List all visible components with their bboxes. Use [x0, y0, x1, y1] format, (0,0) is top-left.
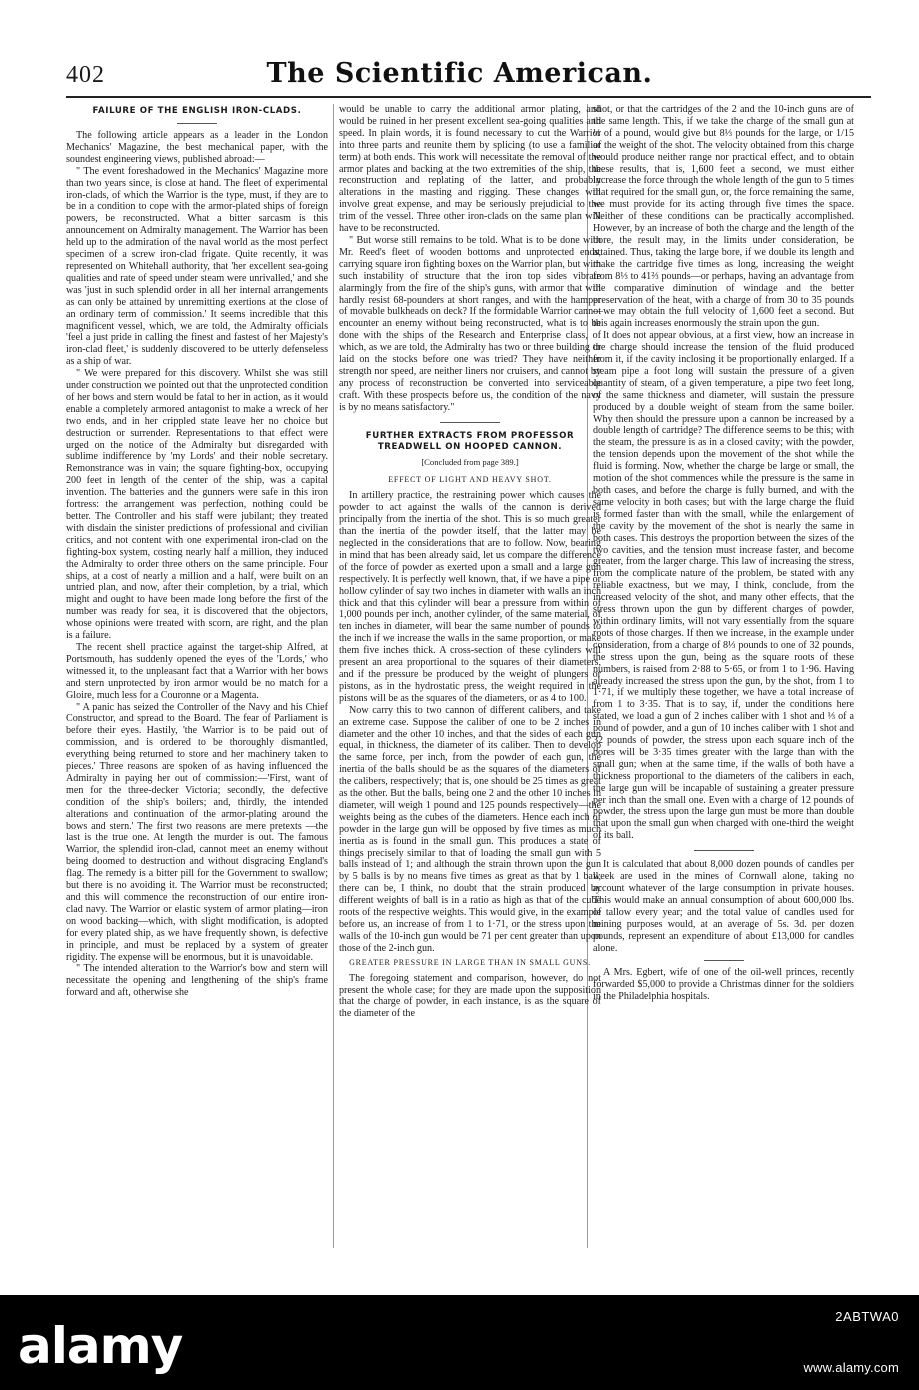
- paragraph: " But worse still remains to be told. What is to be done with Mr. Reed's fleet of wooden bottoms and unprotected ends, carrying square iron fighting boxes on the Warrior plan, but with such instability of structure that the iron top sides vibrate alarmingly from the fire of the ship's guns, with armor that will hardly resist 68-pounders at short ranges, and with the hamper of movable bulkheads on deck? If the formidable Warrior cannot encounter an enemy without being reconstructed, what is to be done with the ships of the Research and Enterprise class, of which, as we are told, the Admiralty has two or three building or laid on the stocks before one was tried? They have neither strength nor speed, are neither liners nor cruisers, and cannot by any process of reconstruction be converted into serviceable craft. With these prospects before us, the condition of the navy is by no means satisfactory.": [339, 234, 601, 413]
- watermark-url: www.alamy.com: [803, 1360, 899, 1375]
- paragraph: The foregoing statement and comparison, however, do not present the whole case; for they are made upon the supposition that the charge of powder, in each instance, is as the square of the diameter of the: [339, 972, 601, 1020]
- masthead: The Scientific American.: [266, 58, 653, 89]
- paragraph: would be unable to carry the additional armor plating, and would be ruined in her present excellent sea-going qualities and speed. In plain words, it is found necessary to cut the Warrior into three parts and reunite them by splicing (to use a familiar term) at both ends. This work will necessitate the removal of the armor plates and backing at the two extremities of the ship, the reconstruction and replating of the latter, and probably alterations in the masting and rigging. These changes will involve great expense, and may be seriously prejudicial to the trim of the vessel. Three other iron-clads on the same plan will have to be reconstructed.: [339, 104, 601, 235]
- article-title-ironclads: FAILURE OF THE ENGLISH IRON-CLADS.: [92, 106, 302, 116]
- article-separator: [440, 422, 500, 423]
- column-divider: [333, 104, 334, 1248]
- page-number: 402: [66, 62, 105, 88]
- paragraph: " The event foreshadowed in the Mechanics' Magazine more than two years since, is close at hand. The fleet of experimental iron-clads, of which the Warrior is the type, must, if they are to be in a condition to cope with the armor-plated ships of foreign powers, be reconstructed. What a bitter sarcasm is this announcement on Admiralty management. The Warrior has been held up to the admiration of the naval world as the most perfect specimen of a screw iron-clad frigate. Quite recently, it was represented on Whitehall authority, that 'her excellent sea-going qualities and rate of speed under steam were unrivalled,' and she was 'just in such splendid order in all her internal arrangements as can only be attained by unremitting exertions at the close of an ordinary term of commission.' It seems incredible that this magnificent vessel, which, we are told, the Admiralty officials 'feel a just pride in calling the finest and fastest of her Majesty's iron-clad fleet,' is suddenly discovered to be utterly defenseless as a ship of war.: [66, 165, 328, 368]
- paragraph: The following article appears as a leader in the London Mechanics' Magazine, the best mechanical paper, with the soundest engineering views, published abroad:—: [66, 130, 328, 165]
- paragraph-candles: It is calculated that about 8,000 dozen pounds of candles per week are used in the mines of Cornwall alone, taking no account whatever of the large consumption in private houses. This would make an annual consumption of about 600,000 lbs. of tallow every year; and the total value of candles used for mining purposes would, at an average of 5s. 3d. per dozen pounds, represent an expenditure of about £13,000 for candles alone.: [593, 859, 854, 954]
- column-3: [593, 104, 854, 1003]
- paragraph: It does not appear obvious, at a first view, how an increase in the charge should increase the tension of the fluid produced from it, if the cavity inclosing it be proportionally enlarged. If a steam pipe a foot long will sustain the pressure of a given quantity of steam, of a given temperature, a pipe two feet long, of the same thickness and diameter, will sustain the pressure produced by a double weight of steam from the same boiler. Why then should the pressure upon a cannon be increased by a double length of cartridge? The difference seems to be this; with the steam, the pressure is as in a closed cavity; with the powder, the tension depends upon the movement of the shot while the fluid is forming. Now, whether the charge be large or small, the motion of the shot commences while the pressure is the same in both cases, and before the charge is fully burned, and with the same velocity in both cases; but with the large charge the fluid is formed faster than with the small, while the enlargement of the cavity by the movement of the shot is nearly the same in both cases. This destroys the proportion between the sizes of the two cavities, and the tension must increase faster, and become greater, from the larger charge. This law of increasing the stress, from the complicate nature of the problem, be stated with any reliable exactness, but we may, I think, conclude, from the increased velocity of the shot, and many other effects, that the stress thrown upon the gun by different charges of powder, within ordinary limits, will not vary essentially from the square roots of those charges. If then we increase, in the example under consideration, from a charge of 8⅓ pounds to one of 32 pounds, the stress upon the gun, being as the square roots of these numbers, is raised from 2·88 to 5·65, or from 1 to 1·96. Having already increased the stress upon the gun, by the shot, from 1 to 1·71, if we multiply these together, we have a total increase of from 1 to 3·35. That is to say, if, under the conditions here stated, we load a gun of 2 inches caliber with 1 shot and ⅓ of a pound of powder, and a gun of 10 inches caliber with 1 shot and 32 pounds of powder, the stress upon each square inch of the bores will be 3·35 times greater with the large than with the small gun; when at the same time, if the walls of both have a thickness proportional to the diameters of the calibers in each, the large gun will be incapable of sustaining a greater pressure per inch than the small one. Even with a charge of 12 pounds of powder, the stress upon the large gun must be more than double that upon the small gun when charged with one-third the weight of its ball.: [593, 330, 854, 842]
- header-rule: [66, 96, 871, 98]
- paragraph: " We were prepared for this discovery. Whilst she was still under construction we pointed out that the unprotected condition of her bows and stern would be fatal to her in action, as it would enable a completely armored antagonist to make a wreck of her two ends, and in her crippled state leave her no choice but destruction or surrender. Representations to that effect were urged on the notice of the Admiralty but disregarded with sublime indifference by 'my Lords' and their noble secretary. Remonstrance was in vain; the square fighting-box, occupying 200 feet in length of the center of the ship, was a capital invention. The batteries and the gunners were safe in this iron fortress: the arrangement was perfection, nothing could be better. The Controller and his staff were jubilant; they treated with disdain the sinister predictions of professional and civilian critics, and not content with one experimental iron-clad on the fighting-box system, costing nearly half a million, they induced the Admiralty to order three others on the same principle. Four ships, at a cost of nearly a million and a half, were built on an untried plan, and now, after their completion, by a trial, which might and ought to have been made long before the first of the number was ready for sea, it is discovered that the objectors, whose opinions were treated with scorn, are right, and the plan is a failure.: [66, 368, 328, 642]
- alamy-logo: alamy: [18, 1317, 183, 1375]
- watermark-info: [803, 1309, 899, 1375]
- paragraph: " The intended alteration to the Warrior's bow and stern will necessitate the opening and lengthening of the ship's frame forward and aft, otherwise she: [66, 963, 328, 999]
- column-1: [66, 104, 328, 999]
- concluded-note: [Concluded from page 389.]: [421, 456, 519, 467]
- paragraph: The recent shell practice against the target-ship Alfred, at Portsmouth, has suddenly opened the eyes of the 'Lords,' who witnessed it, to the unpleasant fact that a Warrior with her bows and stern unprotected by iron armor would be no match for a Gloire, much less for a Couronne or a Magenta.: [66, 641, 328, 701]
- section-subhead: EFFECT OF LIGHT AND HEAVY SHOT.: [388, 475, 552, 485]
- column-2: [339, 104, 601, 1020]
- paragraph-christmas: A Mrs. Egbert, wife of one of the oil-well princes, recently forwarded $5,000 to provide a Christmas dinner for the soldiers in the Philadelphia hospitals.: [593, 967, 854, 1003]
- paragraph: " A panic has seized the Controller of the Navy and his Chief Constructor, and spread to the Board. The fear of Parliament is before their eyes. Hastily, 'the Warrior is to be paid out of commission, and is ordered to be thoroughly dismantled, everything being returned to store and her machinery taken to pieces.' Three reasons are spoken of as having influenced the Admiralty in paying her out of commission:—'First, want of men for the three-decker Victoria; secondly, the defective condition of the ship's boilers; and, thirdly, the intended alterations and continuation of the armor-plating around the bows and stern.' The first two reasons are mere pretexts —the last is the true one. At length the murder is out. The famous Warrior, the splendid iron-clad, cannot meet an enemy without being doomed to destruction and without disgracing England's flag. The remedy is a bitter pill for the Government to swallow; but there is no avoiding it. The Warrior must be reconstructed; and this will commence the reconstruction of our entire iron-clad navy. The Warrior or elastic system of armor plating—iron on wood backing—which, with slight modification, is adopted for every plated ship, as we have frequently shown, is defective in principle, and must be replaced by a system of greater rigidity. The expense will be enormous, but it is unavoidable.: [66, 701, 328, 963]
- paragraph: shot, or that the cartridges of the 2 and the 10-inch guns are of the same length. This, if we take the charge of the small gun at ⅓ of a pound, would give but 8⅓ pounds for the large, or 1/15 of the weight of the shot. The velocity obtained from this charge would produce neither range nor practical effect, and to obtain these results, that is, 1,600 feet a second, we must either increase the force through the whole length of the gun to 5 times that required for the small gun, or, the force remaining the same, we must provide for its acting through five times the space. Neither of these conditions can be practically accomplished. However, by an increase of both the charge and the length of the bore, the result may, in the limits under consideration, be attained. Thus, taking the large bore, if we double its length and make the cartridge five times as long, increasing the weight from 8⅓ to 41⅔ pounds—or perhaps, having an advantage from the comparative diminution of windage and the better preservation of the heat, with a charge of from 30 to 35 pounds—we may obtain the full velocity of 1,600 feet a second. But this again increases enormously the strain upon the gun.: [593, 104, 854, 330]
- stock-watermark-bar: [0, 1295, 919, 1390]
- paragraph: Now carry this to two cannon of different calibers, and take an extreme case. Suppose the caliber of one to be 2 inches in diameter and the other 10 inches, and that the sides of each gun equal, in thickness, the diameter of its caliber. Then to develop the same force, per inch, from the powder of each gun, the inertia of the balls should be as the squares of the diameters of the calibers, respectively; that is, one should be 25 times as great as the other. But the balls, being one 2 and the other 10 inches in diameter, will weigh 1 pound and 125 pounds respectively—the weights being as the cubes of the diameters. Hence each inch of powder in the large gun will be opposed by five times as much inertia as is found in the small gun. This produces a state of things precisely similar to that of loading the small gun with 5 balls instead of 1; and although the strain thrown upon the gun by 5 balls is by no means five times as great as that by 1 ball, there can be, I think, no doubt that the strain produced by different weights of ball is in a ratio as high as that of the cube roots of the respective weights. This would give, in the example before us, an increase of from 1 to 1·71, or the stress upon the walls of the 10-inch gun would be 71 per cent greater than upon those of the 2-inch gun.: [339, 704, 601, 954]
- section-subhead: GREATER PRESSURE IN LARGE THAN IN SMALL GUNS.: [349, 957, 591, 967]
- image-id: 2ABTWA0: [835, 1309, 899, 1324]
- article-separator: [694, 850, 754, 851]
- article-title-cannon: FURTHER EXTRACTS FROM PROFESSOR TREADWELL ON HOOPED CANNON.: [365, 430, 575, 452]
- title-separator: [177, 123, 217, 124]
- article-separator: [704, 960, 744, 961]
- paragraph: In artillery practice, the restraining power which causes the powder to act against the walls of the cannon is derived principally from the inertia of the shot. This is so much greater than the inertia of the powder itself, that the latter may be neglected in the considerations that are to follow. Now, bearing in mind that has been already said, let us compare the difference of the force of powder as exerted upon a small and a large gun respectively. It is perfectly well known, that, if we have a pipe or hollow cylinder of say two inches in diameter with walls an inch thick and that this cylinder will bear a pressure from within of 1,000 pounds per inch, another cylinder, of the same material, of ten inches in diameter, will bear the same number of pounds to the inch if we increase the walls in the same proportion, or make them five inches thick. A cross-section of these cylinders will present an area proportional to the squares of their diameters, and if the pressure be produced by the weight of plungers or pistons, as in the hydrostatic press, the weight required in the pistons will be as the squares of the diameters, or as 4 to 100.: [339, 490, 601, 704]
